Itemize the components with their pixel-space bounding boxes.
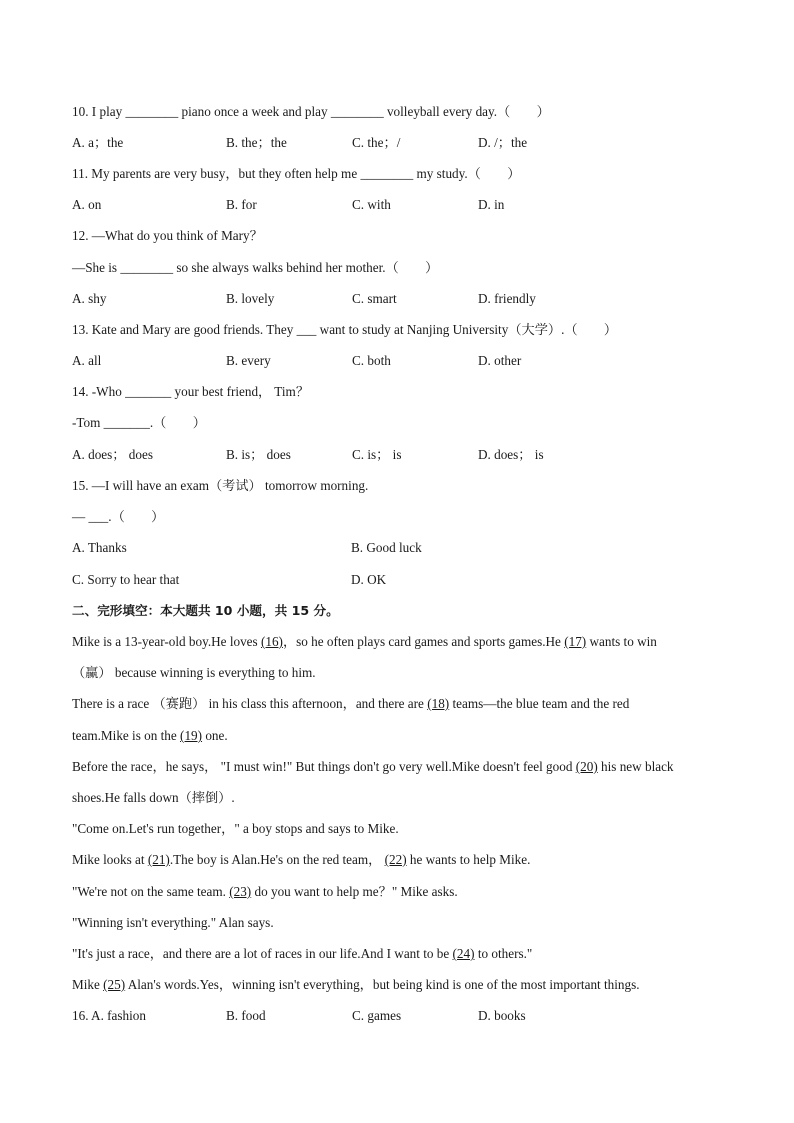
q13-option-c: C. both <box>352 353 391 368</box>
passage-line-2: （赢） because winning is everything to him. <box>72 665 316 680</box>
q12-option-c: C. smart <box>352 291 397 306</box>
blank-22: (22) <box>384 852 407 867</box>
q11-option-a: A. on <box>72 197 102 212</box>
passage-line-11 <box>72 946 532 962</box>
blank-20: (20) <box>575 759 598 774</box>
question-13-stem: 13. Kate and Mary are good friends. They ___ want to study at Nanjing University（大学）.（ ） <box>72 322 618 337</box>
passage-text: "We're not on the same team. <box>72 884 230 899</box>
q13-option-a: A. all <box>72 353 102 368</box>
passage-text: wants to win <box>586 634 657 649</box>
passage-text: Alan's words.Yes，winning isn't everything，but being kind is one of the most important things. <box>125 977 640 992</box>
passage-line-12 <box>72 977 640 993</box>
passage-text: "It's just a race，and there are a lot of races in our life.And I want to be <box>72 946 453 961</box>
q12-option-d: D. friendly <box>478 291 536 306</box>
question-15-stem: 15. —I will have an exam（考试） tomorrow morning. <box>72 478 369 493</box>
q16-option-d: D. books <box>478 1008 526 1023</box>
passage-text: .The boy is Alan.He's on the red team， <box>169 852 385 867</box>
passage-line-10: "Winning isn't everything." Alan says. <box>72 915 274 930</box>
passage-text: ，so he often plays card games and sports games.He <box>282 634 565 649</box>
blank-17: (17) <box>564 634 587 649</box>
passage-text: to others." <box>474 946 533 961</box>
q15-option-c: C. Sorry to hear that <box>72 572 180 587</box>
q10-option-b: B. the；the <box>226 135 287 150</box>
q12-option-b: B. lovely <box>226 291 275 306</box>
blank-25: (25) <box>103 977 126 992</box>
passage-line-7: "Come on.Let's run together，" a boy stops and says to Mike. <box>72 821 399 836</box>
q10-option-d: D. /；the <box>478 135 528 150</box>
q13-option-d: D. other <box>478 353 522 368</box>
passage-text: Before the race，he says， "I must win!" But things don't go very well.Mike doesn't feel good <box>72 759 576 774</box>
q15-option-d: D. OK <box>351 572 387 587</box>
passage-line-3 <box>72 696 629 712</box>
q14-option-c: C. is； is <box>352 447 402 462</box>
passage-line-6: shoes.He falls down（摔倒）. <box>72 790 235 805</box>
passage-line-4 <box>72 728 228 744</box>
q15-option-b: B. Good luck <box>351 540 422 555</box>
blank-16: (16) <box>260 634 283 649</box>
q16-option-a: 16. A. fashion <box>72 1008 146 1023</box>
blank-19: (19) <box>180 728 203 743</box>
q11-option-b: B. for <box>226 197 257 212</box>
passage-text: Mike <box>72 977 104 992</box>
q11-option-d: D. in <box>478 197 505 212</box>
q14-option-d: D. does； is <box>478 447 544 462</box>
question-14-stem-2: -Tom _______.（ ） <box>72 415 206 430</box>
passage-line-5 <box>72 759 674 775</box>
q16-option-b: B. food <box>226 1008 266 1023</box>
q10-option-c: C. the；/ <box>352 135 401 150</box>
question-12-stem-2: —She is ________ so she always walks behind her mother.（ ） <box>72 260 439 275</box>
passage-line-1 <box>72 634 657 650</box>
question-12-stem: 12. —What do you think of Mary？ <box>72 228 263 243</box>
q10-option-a: A. a；the <box>72 135 124 150</box>
q12-option-a: A. shy <box>72 291 107 306</box>
q14-option-a: A. does； does <box>72 447 153 462</box>
passage-text: one. <box>202 728 228 743</box>
blank-18: (18) <box>427 696 450 711</box>
q15-option-a: A. Thanks <box>72 540 127 555</box>
passage-text: There is a race （赛跑） in his class this afternoon，and there are <box>72 696 428 711</box>
q16-option-c: C. games <box>352 1008 402 1023</box>
passage-line-9 <box>72 884 458 900</box>
question-14-stem: 14. -Who _______ your best friend， Tim？ <box>72 384 310 399</box>
section-2-heading: 二、完形填空：本大题共 10 小题，共 15 分。 <box>72 603 339 618</box>
passage-text: Mike looks at <box>72 852 148 867</box>
passage-text: teams—the blue team and the red <box>449 696 630 711</box>
question-10-stem: 10. I play ________ piano once a week and play ________ volleyball every day.（ ） <box>72 104 550 119</box>
passage-text: Mike is a 13-year-old boy.He loves <box>72 634 261 649</box>
blank-21: (21) <box>147 852 170 867</box>
q13-option-b: B. every <box>226 353 271 368</box>
q14-option-b: B. is； does <box>226 447 291 462</box>
passage-text: his new black <box>597 759 674 774</box>
passage-line-8 <box>72 852 530 868</box>
question-11-stem: 11. My parents are very busy，but they often help me ________ my study.（ ） <box>72 166 521 181</box>
question-15-stem-2: — ___.（ ） <box>72 509 165 524</box>
passage-text: he wants to help Mike. <box>406 852 531 867</box>
passage-text: team.Mike is on the <box>72 728 181 743</box>
blank-24: (24) <box>452 946 475 961</box>
passage-text: do you want to help me？" Mike asks. <box>251 884 458 899</box>
blank-23: (23) <box>229 884 252 899</box>
q11-option-c: C. with <box>352 197 391 212</box>
